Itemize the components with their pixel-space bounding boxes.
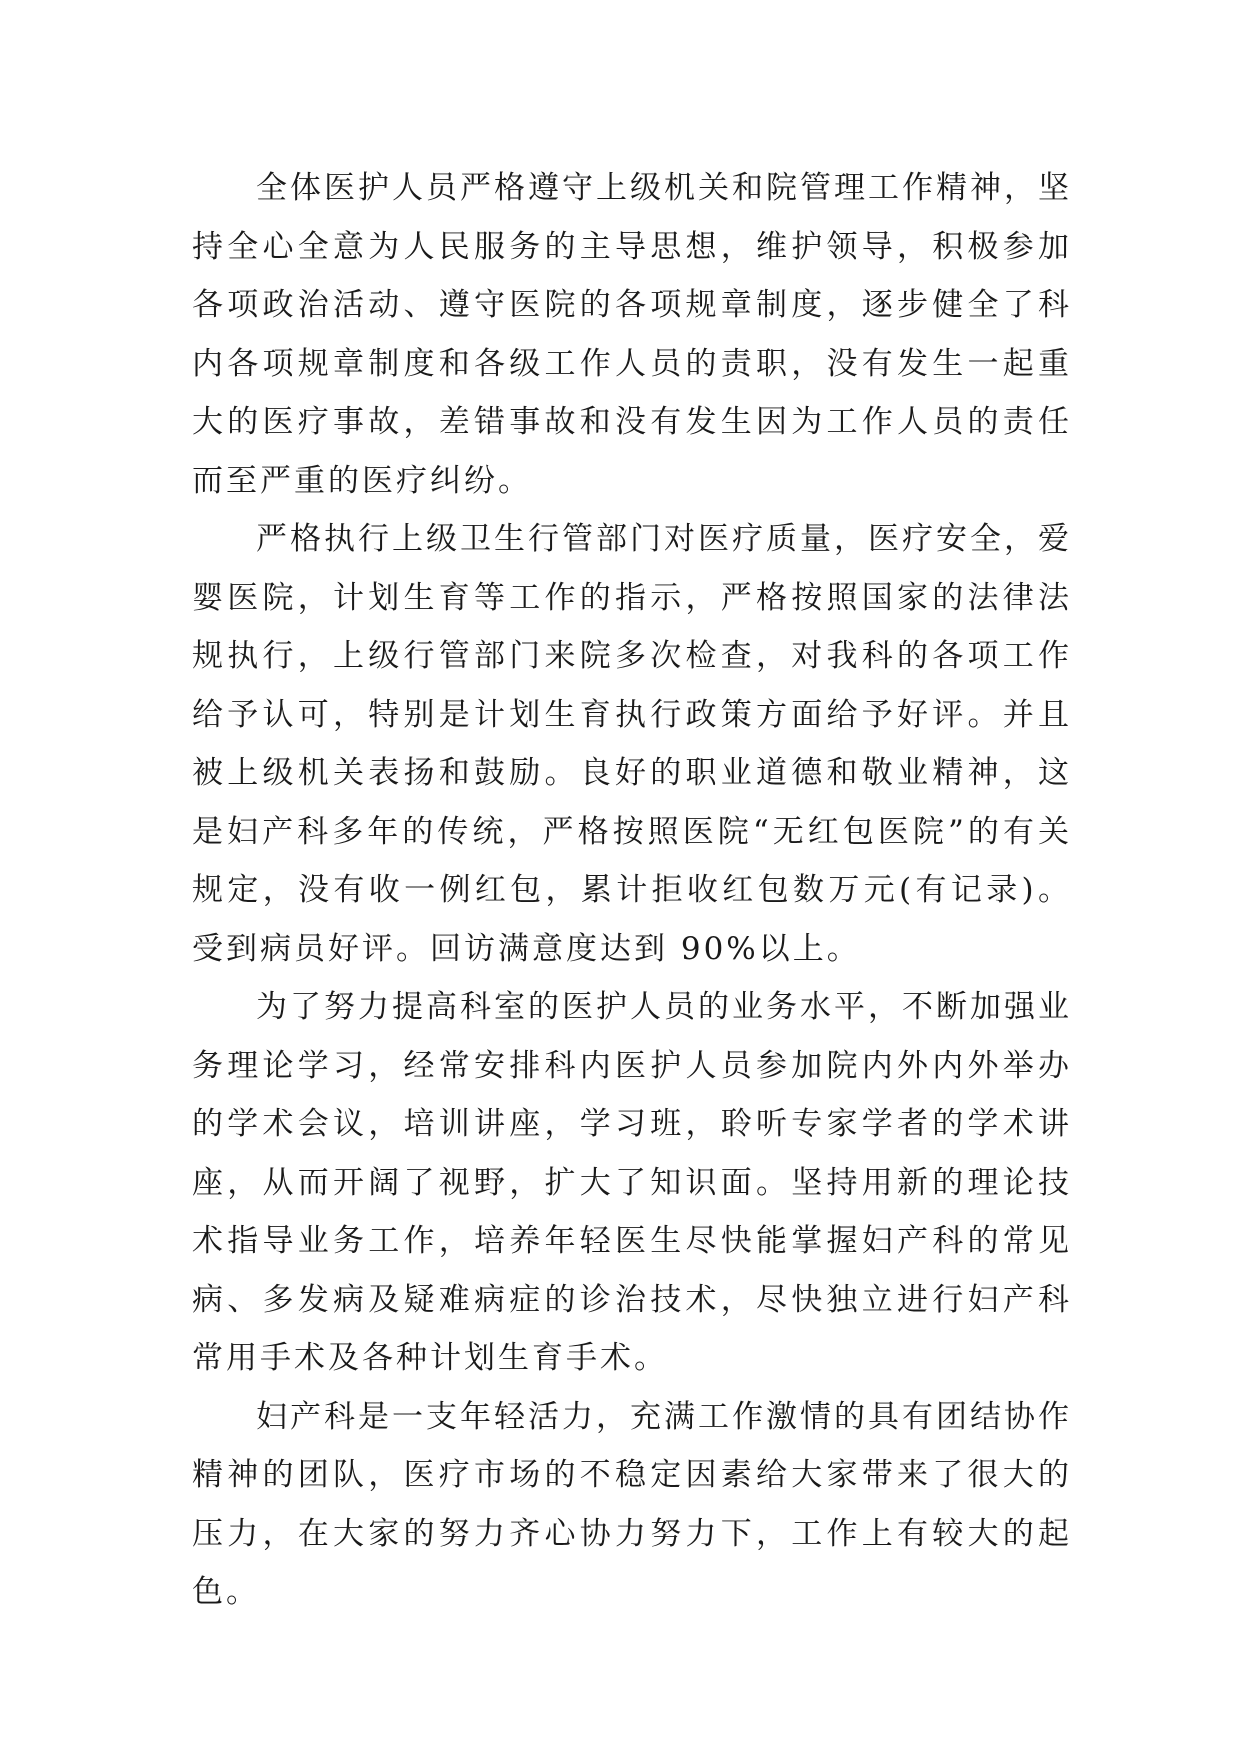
paragraph-2: 严格执行上级卫生行管部门对医疗质量，医疗安全，爱婴医院，计划生育等工作的指示，严格按照国家的法律法规执行，上级行管部门来院多次检查，对我科的各项工作给予认可，特别是计划生育执行政策方面给予好评。并且被上级机关表扬和鼓励。良好的职业道德和敬业精神，这是妇产科多年的传统，严格按照医院“无红包医院”的有关规定，没有收一例红包，累计拒收红包数万元(有记录)。受到病员好评。回访满意度达到 90%以上。 [192,521,1072,967]
paragraph-1: 全体医护人员严格遵守上级机关和院管理工作精神，坚持全心全意为人民服务的主导思想，维护领导，积极参加各项政治活动、遵守医院的各项规章制度，逐步健全了科内各项规章制度和各级工作人员的责职，没有发生一起重大的医疗事故，差错事故和没有发生因为工作人员的责任而至严重的医疗纠纷。 [192,170,1072,499]
paragraph-4: 妇产科是一支年轻活力，充满工作激情的具有团结协作精神的团队，医疗市场的不稳定因素给大家带来了很大的压力，在大家的努力齐心协力努力下，工作上有较大的起色。 [192,1398,1072,1610]
document-body [192,159,1072,1622]
paragraph-3: 为了努力提高科室的医护人员的业务水平，不断加强业务理论学习，经常安排科内医护人员参加院内外内外举办的学术会议，培训讲座，学习班，聆听专家学者的学术讲座，从而开阔了视野，扩大了知识面。坚持用新的理论技术指导业务工作，培养年轻医生尽快能掌握妇产科的常见病、多发病及疑难病症的诊治技术，尽快独立进行妇产科常用手术及各种计划生育手术。 [192,989,1072,1376]
